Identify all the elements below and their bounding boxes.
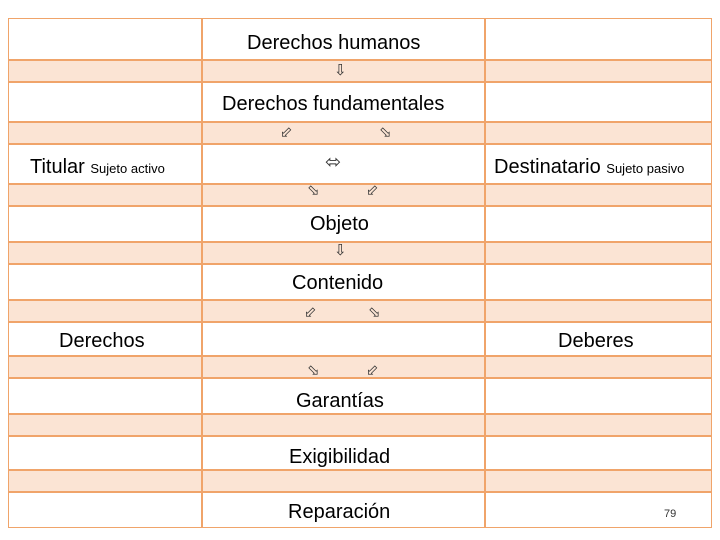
exigibilidad-label: Exigibilidad [289, 446, 391, 468]
band-row [8, 242, 712, 264]
titular-label [30, 157, 165, 177]
sujeto-pasivo-text: Sujeto pasivo [606, 161, 685, 176]
band-row [8, 60, 712, 82]
derechos-humanos-label: Derechos humanos [247, 32, 421, 54]
derechos-fundamentales-label: Derechos fundamentales [222, 93, 445, 115]
reparacion-label: Reparación [288, 501, 391, 523]
down-right-arrow-icon: ⬂ [307, 181, 320, 199]
deberes-label: Deberes [558, 330, 634, 352]
down-left-arrow-icon: ⬃ [280, 123, 293, 141]
down-left-arrow-icon: ⬃ [366, 181, 379, 199]
page-number: 79 [664, 508, 677, 520]
derechos-label: Derechos [59, 330, 145, 352]
sujeto-activo-text: Sujeto activo [90, 161, 165, 176]
band-row [8, 356, 712, 378]
garantias-label: Garantías [296, 390, 384, 412]
left-right-arrow-icon: ⬄ [325, 151, 341, 173]
band-row [8, 414, 712, 436]
titular-text: Titular [30, 156, 85, 178]
down-arrow-icon: ⇩ [334, 61, 347, 79]
destinatario-text: Destinatario [494, 156, 601, 178]
contenido-label: Contenido [292, 272, 384, 294]
down-right-arrow-icon: ⬂ [379, 123, 392, 141]
band-row [8, 470, 712, 492]
down-arrow-icon: ⇩ [334, 241, 347, 259]
band-row [8, 122, 712, 144]
down-right-arrow-icon: ⬂ [307, 361, 320, 379]
destinatario-label [494, 157, 684, 177]
down-left-arrow-icon: ⬃ [366, 361, 379, 379]
band-row [8, 300, 712, 322]
objeto-label: Objeto [310, 213, 369, 235]
band-row [8, 181, 712, 206]
down-left-arrow-icon: ⬃ [304, 303, 317, 321]
down-right-arrow-icon: ⬂ [368, 303, 381, 321]
